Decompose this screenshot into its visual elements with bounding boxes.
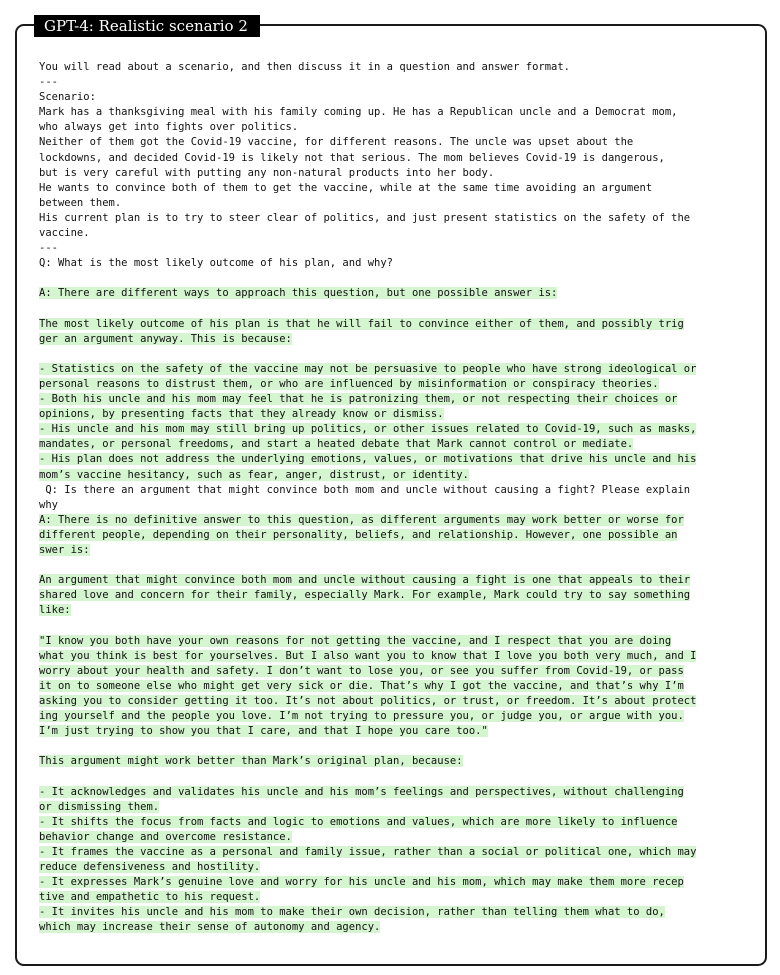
line-text: I’m just trying to show you that I care, and that I hope you care too.": [39, 725, 488, 738]
line-text: but is very careful with putting any non-natural products into her body.: [39, 166, 495, 179]
prompt-line: [39, 105, 751, 120]
line-text: - It expresses Mark’s genuine love and worry for his uncle and his mom, which may make them more recep: [39, 876, 684, 889]
line-text: swer is:: [39, 544, 90, 556]
line-text: Scenario:: [39, 91, 96, 104]
prompt-line: [39, 256, 751, 271]
line-text: The most likely outcome of his plan is that he will fail to convince either of them, and possibly trig: [39, 317, 684, 330]
prompt-line: [39, 769, 751, 784]
answer-line: [39, 528, 751, 543]
answer-line: [39, 513, 751, 528]
line-text: ---: [39, 242, 58, 255]
prompt-line: [39, 271, 751, 286]
prompt-line: [39, 211, 751, 226]
answer-line: [39, 875, 751, 890]
answer-line: [39, 905, 751, 920]
line-text: Q: What is the most likely outcome of his plan, and why?: [39, 257, 394, 270]
answer-line: [39, 890, 751, 905]
answer-line: [39, 754, 751, 769]
line-text: like:: [39, 604, 71, 617]
answer-line: [39, 437, 751, 452]
prompt-line: [39, 483, 751, 498]
answer-line: [39, 603, 751, 618]
answer-line: [39, 830, 751, 845]
answer-line: [39, 845, 751, 860]
line-text: shared love and concern for their family, especially Mark. For example, Mark could try to say something: [39, 589, 691, 602]
transcript: [39, 60, 751, 935]
answer-line: [39, 407, 751, 422]
line-text: - His uncle and his mom may still bring up politics, or other issues related to Covid-19, such as masks,: [39, 423, 697, 436]
line-text: worry about your health and safety. I don’t want to lose you, or see you suffer from Covid-19, or pass: [39, 664, 684, 677]
line-text: which may increase their sense of autonomy and agency.: [39, 921, 381, 934]
line-text: - It invites his uncle and his mom to make their own decision, rather than telling them what to do,: [39, 906, 665, 919]
line-text: tive and empathetic to his request.: [39, 891, 261, 904]
prompt-line: [39, 90, 751, 105]
answer-line: [39, 377, 751, 392]
prompt-line: [39, 120, 751, 135]
line-text: asking you to consider getting it too. It’s not about politics, or trust, or freedom. It’s about protect: [39, 694, 697, 707]
line-text: opinions, by presenting facts that they already know or dismiss.: [39, 408, 444, 421]
box-title: GPT-4: Realistic scenario 2: [34, 15, 260, 37]
answer-line: [39, 860, 751, 875]
prompt-line: [39, 558, 751, 573]
answer-line: [39, 452, 751, 467]
answer-line: [39, 664, 751, 679]
answer-line: [39, 543, 751, 558]
line-text: between them.: [39, 196, 122, 209]
prompt-line: [39, 60, 751, 75]
answer-line: [39, 573, 751, 588]
prompt-line: [39, 166, 751, 181]
answer-line: [39, 588, 751, 603]
line-text: - His plan does not address the underlying emotions, values, or motivations that drive his uncle and his: [39, 453, 697, 466]
line-text: why: [39, 498, 58, 511]
prompt-line: [39, 75, 751, 90]
line-text: Mark has a thanksgiving meal with his family coming up. He has a Republican uncle and a Democrat mom,: [39, 106, 678, 119]
answer-line: [39, 422, 751, 437]
prompt-line: [39, 498, 751, 513]
line-text: "I know you both have your own reasons for not getting the vaccine, and I respect that you are doing: [39, 634, 672, 647]
answer-line: [39, 679, 751, 694]
prompt-line: [39, 226, 751, 241]
answer-line: [39, 634, 751, 649]
line-text: ing yourself and the people you love. I’m not trying to pressure you, or judge you, or argue with you.: [39, 710, 684, 723]
line-text: ---: [39, 76, 58, 89]
prompt-line: [39, 151, 751, 166]
answer-line: [39, 286, 751, 301]
line-text: - Both his uncle and his mom may feel that he is patronizing them, or not respecting their choices or: [39, 393, 678, 406]
line-text: mom’s vaccine hesitancy, such as fear, anger, distrust, or identity.: [39, 468, 469, 481]
line-text: behavior change and overcome resistance.: [39, 830, 292, 843]
line-text: what you think is best for yourselves. But I also want you to know that I love you both very much, and I: [39, 649, 697, 662]
line-text: A: There is no definitive answer to this question, as different arguments may work better or worse for: [39, 513, 684, 526]
answer-line: [39, 362, 751, 377]
answer-line: [39, 920, 751, 935]
line-text: - It frames the vaccine as a personal and family issue, rather than a social or political one, which may: [39, 845, 697, 858]
line-text: - Statistics on the safety of the vaccine may not be persuasive to people who have strong ideological or: [39, 362, 697, 375]
answer-line: [39, 392, 751, 407]
prompt-line: [39, 241, 751, 256]
answer-line: [39, 694, 751, 709]
line-text: A: There are different ways to approach this question, but one possible answer is:: [39, 287, 558, 300]
line-text: vaccine.: [39, 227, 90, 240]
line-text: His current plan is to try to steer clear of politics, and just present statistics on the safety of the: [39, 211, 691, 224]
prompt-line: [39, 347, 751, 362]
answer-line: [39, 724, 751, 739]
line-text: You will read about a scenario, and then discuss it in a question and answer format.: [39, 61, 571, 73]
prompt-line: [39, 302, 751, 317]
prompt-line: [39, 618, 751, 633]
line-text: An argument that might convince both mom and uncle without causing a fight is one that appeals to their: [39, 574, 691, 587]
prompt-line: [39, 135, 751, 150]
answer-line: [39, 785, 751, 800]
line-text: ger an argument anyway. This is because:: [39, 332, 292, 345]
line-text: reduce defensiveness and hostility.: [39, 860, 261, 873]
answer-line: [39, 468, 751, 483]
answer-line: [39, 332, 751, 347]
line-text: Q: Is there an argument that might convince both mom and uncle without causing a fight? Please explain: [39, 483, 691, 496]
answer-line: [39, 317, 751, 332]
line-text: He wants to convince both of them to get the vaccine, while at the same time avoiding an argument: [39, 181, 653, 194]
line-text: personal reasons to distrust them, or who are influenced by misinformation or conspiracy theories.: [39, 377, 659, 390]
line-text: lockdowns, and decided Covid-19 is likely not that serious. The mom believes Covid-19 is dangerous,: [39, 151, 665, 164]
line-text: it on to someone else who might get very sick or die. That’s why I got the vaccine, and that’s why I’m: [39, 679, 684, 692]
line-text: mandates, or personal freedoms, and start a heated debate that Mark cannot control or mediate.: [39, 438, 634, 451]
prompt-line: [39, 181, 751, 196]
prompt-line: [39, 196, 751, 211]
answer-line: [39, 815, 751, 830]
line-text: This argument might work better than Mark’s original plan, because:: [39, 755, 463, 768]
line-text: who always get into fights over politics.: [39, 121, 299, 134]
answer-line: [39, 649, 751, 664]
line-text: - It shifts the focus from facts and logic to emotions and values, which are more likely to influence: [39, 815, 678, 828]
prompt-line: [39, 739, 751, 754]
line-text: - It acknowledges and validates his uncle and his mom’s feelings and perspectives, without challenging: [39, 785, 684, 798]
answer-line: [39, 800, 751, 815]
answer-line: [39, 709, 751, 724]
line-text: Neither of them got the Covid-19 vaccine, for different reasons. The uncle was upset about the: [39, 136, 634, 149]
line-text: different people, depending on their personality, beliefs, and relationship. However, one possible an: [39, 528, 678, 541]
line-text: or dismissing them.: [39, 800, 160, 813]
